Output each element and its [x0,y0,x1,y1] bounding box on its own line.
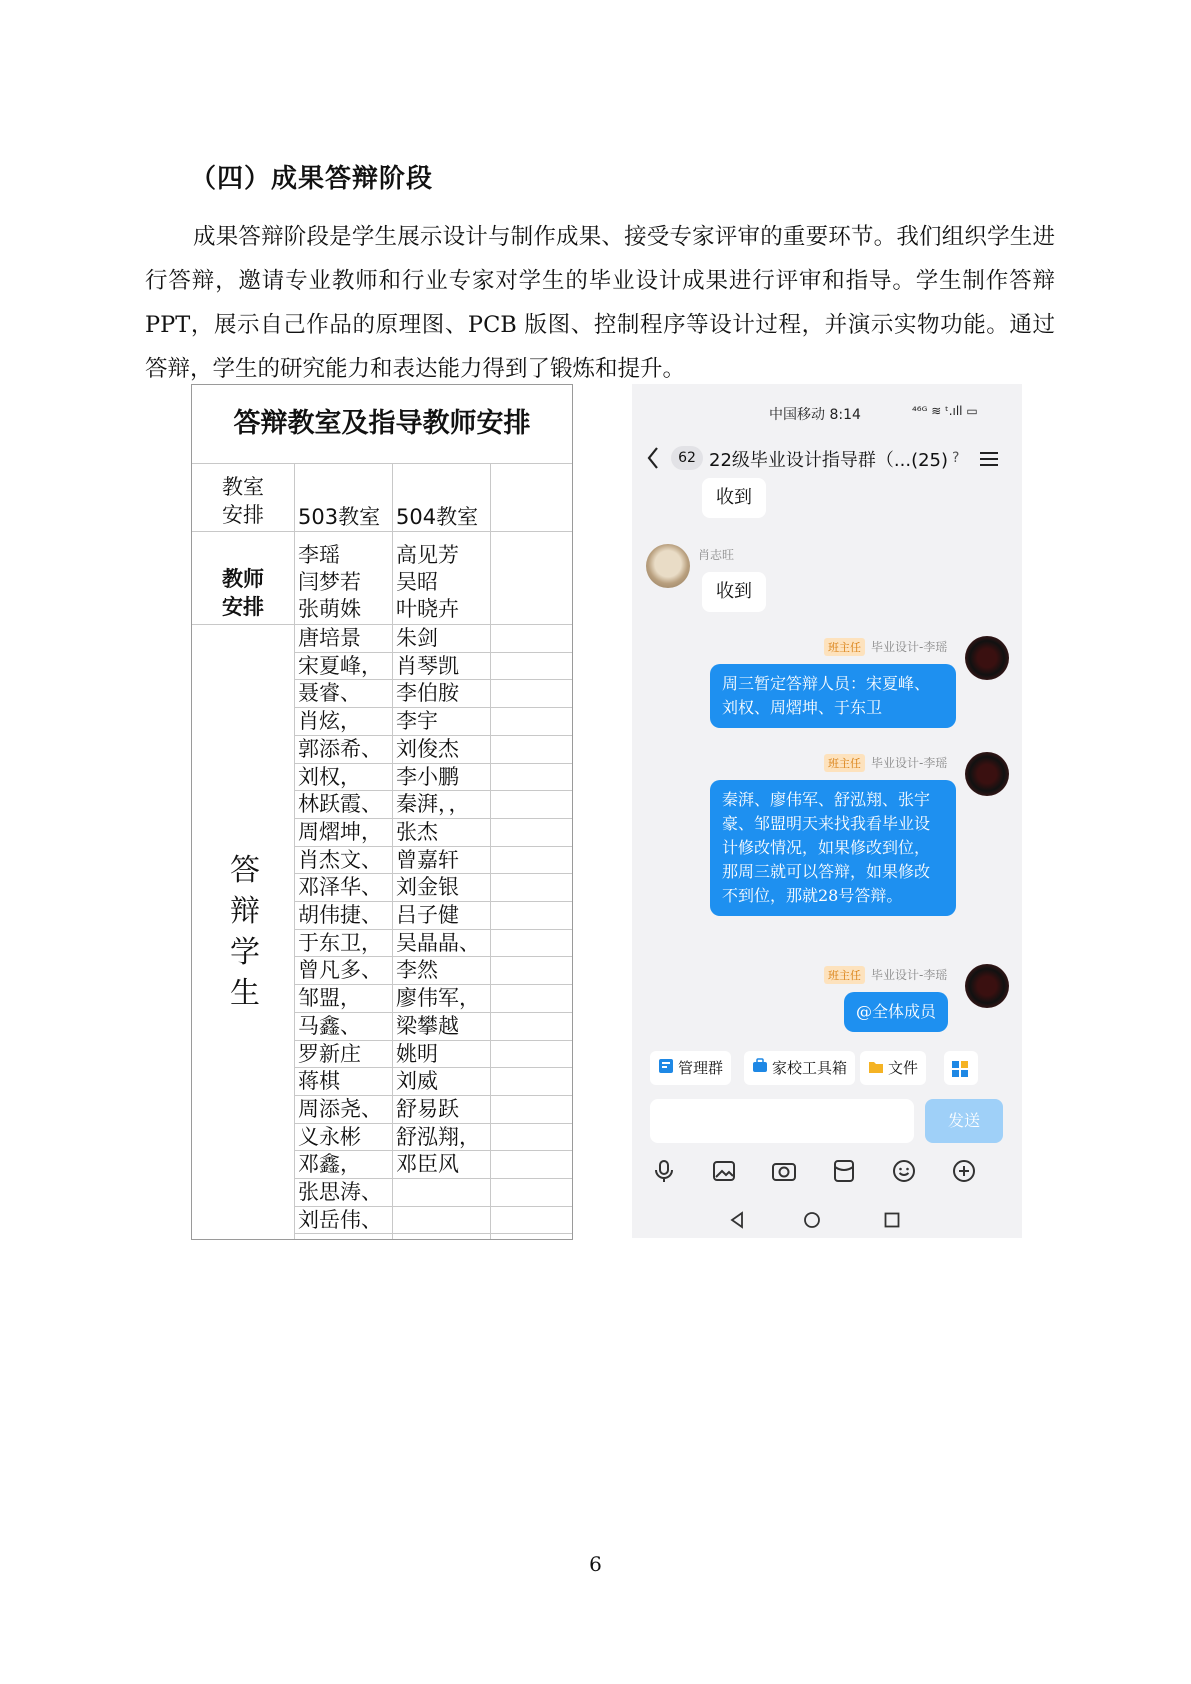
student-label-2: 辩 [230,894,260,929]
teacher-b-1: 高见芳 [396,543,459,567]
teacher-a-2: 闫梦若 [298,570,361,594]
message-bubble[interactable]: 收到 [702,572,766,612]
toolbox-label: 家校工具箱 [772,1059,848,1077]
student-a-cell: 罗新庄 [298,1042,361,1066]
avatar[interactable] [965,636,1009,680]
student-b-cell: 李宇 [396,709,438,733]
files-button[interactable] [860,1051,926,1085]
student-b-cell: 刘金银 [396,875,459,899]
teacher-label-2: 安排 [222,595,264,619]
folder-icon [868,1052,884,1086]
student-b-cell: 秦湃，， [396,792,470,816]
status-carrier-time: 中国移动 8:14 [769,407,861,423]
student-b-cell: 吕子健 [396,903,459,927]
image-icon[interactable] [711,1158,737,1184]
student-b-cell: 李伯胺 [396,681,459,705]
student-b-cell: 舒泓翔， [396,1125,480,1149]
student-b-cell: 朱剑 [396,626,438,650]
student-b-cell: 梁攀越 [396,1014,459,1038]
room-b: 504教室 [396,505,479,529]
teacher-a-1: 李瑶 [298,543,340,567]
student-b-cell: 张杰 [396,820,438,844]
sender-name: 毕业设计-李瑶 [871,640,948,654]
message-bubble[interactable]: 周三暂定答辩人员：宋夏峰、刘权、周熠坤、于东卫 [710,664,956,728]
room-label-1: 教室 [222,475,264,499]
back-chevron-icon[interactable] [646,446,660,474]
table-title: 答辩教室及指导教师安排 [233,408,531,439]
avatar[interactable] [965,964,1009,1008]
home-circle-icon[interactable] [802,1210,822,1230]
apps-button[interactable] [944,1051,978,1085]
sender-name: 肖志旺 [698,548,735,562]
student-a-cell: 聂睿、 [298,681,361,705]
student-a-cell: 刘岳伟、 [298,1208,382,1232]
student-a-cell: 周添尧、 [298,1097,382,1121]
student-a-cell: 曾凡多、 [298,958,382,982]
avatar[interactable] [965,752,1009,796]
chat-screenshot [632,384,1022,1238]
teacher-a-3: 张萌姝 [298,597,361,621]
send-button[interactable]: 发送 [925,1099,1003,1143]
red-packet-icon[interactable] [831,1158,857,1184]
student-a-cell: 义永彬 [298,1125,361,1149]
student-b-cell: 刘威 [396,1069,438,1093]
manage-group-icon [658,1052,674,1086]
files-label: 文件 [888,1059,919,1077]
message-bubble[interactable]: 收到 [702,478,766,518]
unread-badge: 62 [671,446,703,470]
student-a-cell: 蒋棋 [298,1069,340,1093]
help-icon[interactable]: ? [952,450,960,466]
teacher-label-1: 教师 [222,567,264,591]
student-b-cell: 李小鹏 [396,765,459,789]
student-a-cell: 马鑫、 [298,1014,361,1038]
toolbox-icon [752,1052,768,1086]
room-label-2: 安排 [222,503,264,527]
student-b-cell: 邓臣风 [396,1152,459,1176]
sender-row [824,638,947,656]
sender-name: 毕业设计-李瑶 [871,968,948,982]
plus-icon[interactable] [951,1158,977,1184]
message-bubble[interactable]: @全体成员 [844,992,948,1032]
recents-square-icon[interactable] [882,1210,902,1230]
group-title: 22级毕业设计指导群（...(25) [709,450,949,471]
student-b-cell: 廖伟军， [396,986,480,1010]
emoji-icon[interactable] [891,1158,917,1184]
student-a-cell: 邓鑫， [298,1152,361,1176]
section-heading: （四）成果答辩阶段 [190,164,434,194]
message-input[interactable] [650,1099,914,1143]
body-paragraph: 成果答辩阶段是学生展示设计与制作成果、接受专家评审的重要环节。我们组织学生进行答辩，邀请专业教师和行业专家对学生的毕业设计成果进行评审和指导。学生制作答辩 PPT，展示自己作品的原理图、PCB 版图、控制程序等设计过程，并演示实物功能。通过答辩，学生的研究能力和表达能力得到了锻炼和提升。 [145,224,1055,382]
role-tag: 班主任 [824,754,865,772]
menu-icon[interactable] [978,450,1000,472]
student-b-cell: 曾嘉轩 [396,848,459,872]
toolbox-button[interactable] [744,1051,855,1085]
student-label-4: 生 [230,976,260,1011]
sender-row [824,966,947,984]
student-a-cell: 肖炫， [298,709,361,733]
sender-row [824,754,947,772]
camera-icon[interactable] [771,1158,797,1184]
message-bubble[interactable]: 秦湃、廖伟军、舒泓翔、张宇豪、邹盟明天来找我看毕业设计修改情况，如果修改到位，那周三就可以答辩，如果修改不到位，那就28号答辩。 [710,780,956,916]
student-b-cell: 舒易跃 [396,1097,459,1121]
student-a-cell: 林跃霞、 [298,792,382,816]
role-tag: 班主任 [824,638,865,656]
student-a-cell: 邹盟， [298,986,361,1010]
apps-grid-icon [951,1059,969,1077]
student-a-cell: 周熠坤， [298,820,382,844]
student-a-cell: 郭添希、 [298,737,382,761]
microphone-icon[interactable] [651,1158,677,1184]
student-a-cell: 宋夏峰， [298,654,382,678]
student-a-cell: 胡伟捷、 [298,903,382,927]
student-label-3: 学 [230,935,260,970]
teacher-b-3: 叶晓卉 [396,597,459,621]
avatar[interactable] [646,544,690,588]
manage-group-button[interactable] [650,1051,731,1085]
student-b-cell: 刘俊杰 [396,737,459,761]
page-number: 6 [589,1552,602,1576]
back-triangle-icon[interactable] [727,1210,747,1230]
role-tag: 班主任 [824,966,865,984]
teacher-b-2: 吴昭 [396,570,438,594]
manage-group-label: 管理群 [678,1059,724,1077]
sender-name: 毕业设计-李瑶 [871,756,948,770]
student-a-cell: 刘权， [298,765,361,789]
student-a-cell: 张思涛、 [298,1180,382,1204]
student-a-cell: 于东卫， [298,931,382,955]
room-a: 503教室 [298,505,381,529]
student-a-cell: 邓泽华、 [298,875,382,899]
schedule-table-image [191,384,573,1240]
chat-header [632,440,1022,476]
student-b-cell: 肖琴凯 [396,654,459,678]
student-b-cell: 姚明 [396,1042,438,1066]
student-b-cell: 李然 [396,958,438,982]
student-a-cell: 肖杰文、 [298,848,382,872]
student-a-cell: 唐培景 [298,626,361,650]
student-label-1: 答 [230,853,260,888]
status-icons: ⁴⁶ᴳ ≋ ᵗ.ıll ▭ [912,404,978,418]
student-b-cell: 吴晶晶、 [396,931,480,955]
